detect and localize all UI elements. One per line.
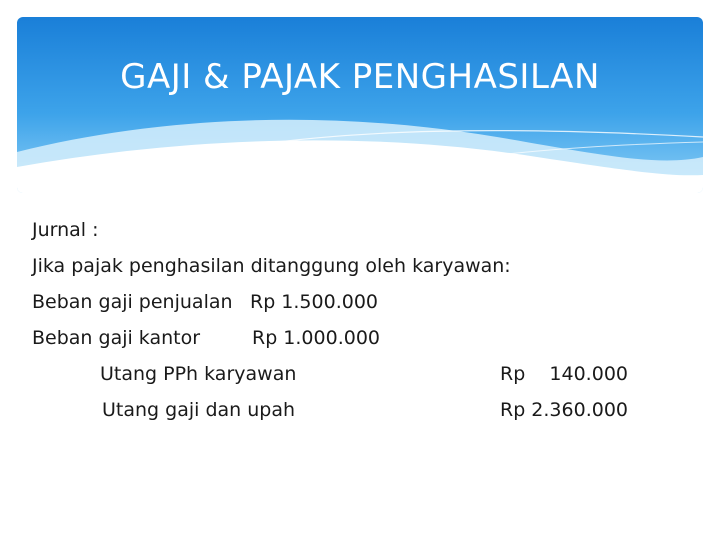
journal-entry-row [32, 320, 692, 356]
entry-amount: Rp 140.000 [500, 363, 628, 385]
entry-account: Beban gaji kantor [32, 327, 201, 349]
banner-background [17, 17, 703, 193]
journal-heading-line [32, 212, 692, 248]
journal-heading: Jurnal : [32, 219, 99, 241]
entry-account: Utang gaji dan upah [102, 399, 296, 421]
entry-amount: Rp 1.500.000 [250, 291, 378, 313]
journal-entry-row [32, 356, 692, 392]
journal-subheading: Jika pajak penghasilan ditanggung oleh karyawan: [32, 255, 511, 277]
slide-body [32, 212, 692, 428]
entry-account: Beban gaji penjualan [32, 291, 233, 313]
title-banner [17, 17, 703, 193]
journal-subheading-line [32, 248, 692, 284]
journal-entry-row [32, 284, 692, 320]
entry-account: Utang PPh karyawan [100, 363, 297, 385]
entry-amount: Rp 2.360.000 [500, 399, 628, 421]
journal-entry-row [32, 392, 692, 428]
slide-title: GAJI & PAJAK PENGHASILAN [120, 57, 600, 97]
entry-amount: Rp 1.000.000 [252, 327, 380, 349]
